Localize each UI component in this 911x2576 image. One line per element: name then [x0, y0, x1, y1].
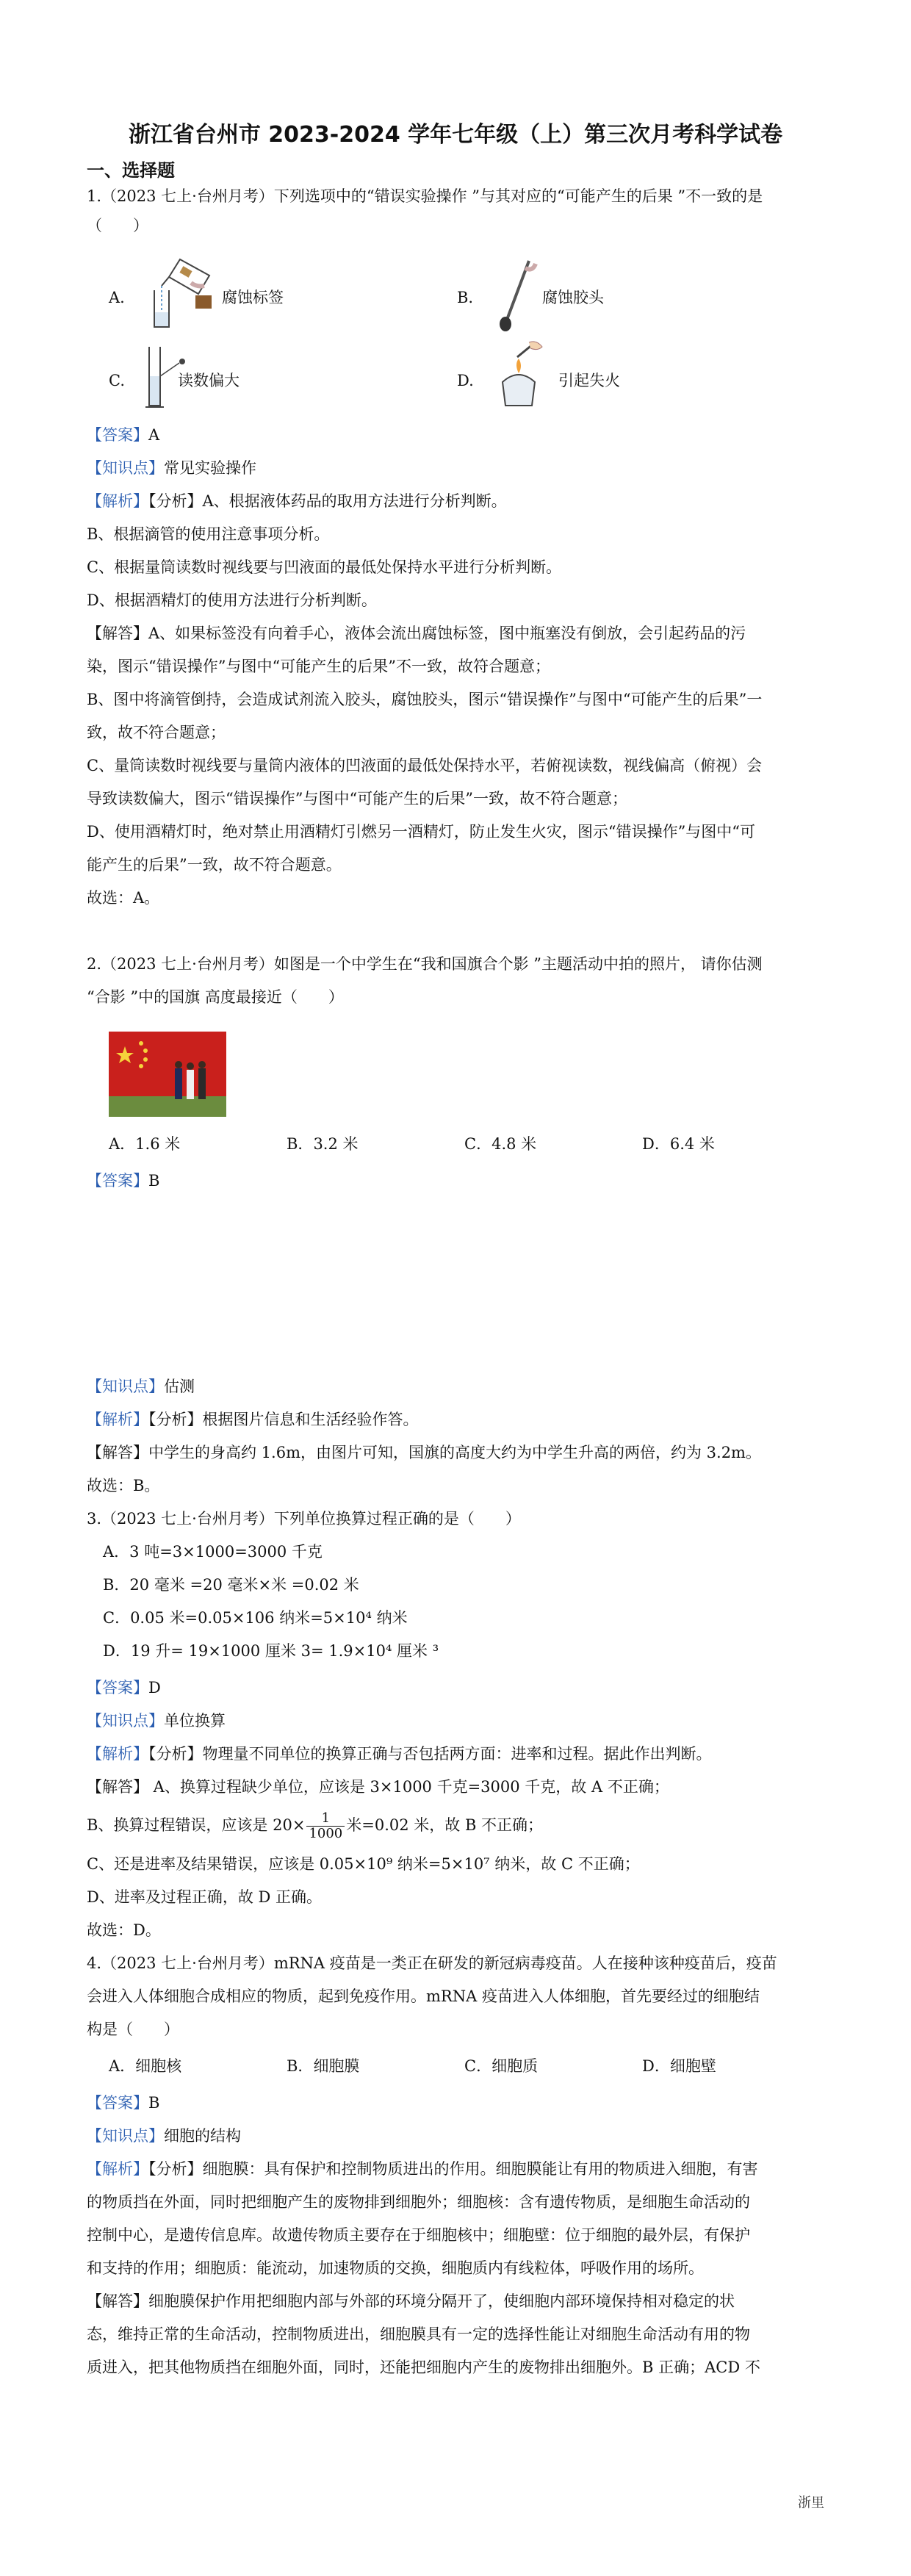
- solution-tag: 【解答】: [87, 1444, 148, 1461]
- q3-option-b: B．20 毫米 =20 毫米×米 =0.02 米: [103, 1576, 359, 1594]
- q1-stem-line2: （ ）: [87, 217, 148, 234]
- q3-stem: 3.（2023 七上·台州月考）下列单位换算过程正确的是（ ）: [87, 1510, 521, 1528]
- q4-option-c-text: 细胞质: [491, 2057, 539, 2075]
- q4-option-b-letter: B．: [287, 2057, 314, 2075]
- q3-answer-value: D: [148, 1679, 161, 1697]
- solution-tag: 【解答】: [87, 625, 148, 642]
- q1-analysis-line: A、根据液体药品的取用方法进行分析判断。: [202, 492, 507, 510]
- q3-kp-text: 单位换算: [164, 1712, 226, 1730]
- q1-option-a-letter: A.: [109, 289, 125, 306]
- q4-solution-line: 质进入，把其他物质挡在细胞外面，同时，还能把细胞内产生的废物排出细胞外。B 正确；ACD 不: [87, 2359, 760, 2376]
- q1-solution-line: C、量筒读数时视线要与量筒内液体的凹液面的最低处保持水平，若俯视读数，视线偏高（俯视）会: [87, 757, 763, 774]
- q2-answer: [87, 1170, 829, 1192]
- q3-solution-b-post: 米=0.02 米，故 B 不正确；: [346, 1816, 544, 1834]
- q1-option-b-letter: B.: [457, 289, 474, 306]
- q4-option-a: [109, 2055, 181, 2077]
- q2-option-b-letter: B．: [287, 1135, 314, 1153]
- q2-option-d-letter: D．: [642, 1135, 670, 1153]
- q4-option-a-letter: A．: [109, 2057, 136, 2075]
- q4-option-b-text: 细胞膜: [313, 2057, 360, 2075]
- q4-analysis: [87, 2158, 829, 2180]
- fraction-denominator: 1000: [309, 1826, 343, 1841]
- q2-option-d-text: 6.4 米: [669, 1135, 715, 1153]
- q2-solution-text: 中学生的身高约 1.6m，由图片可知，国旗的高度大约为中学生升高的两倍，约为 3.2m。: [148, 1444, 761, 1461]
- q2-option-a-letter: A．: [109, 1135, 136, 1153]
- dropper-icon: [485, 253, 544, 334]
- q3-option-a: A．3 吨=3×1000=3000 千克: [103, 1543, 323, 1561]
- reagent-bottle-icon: [192, 292, 215, 310]
- knowledge-tag: 【知识点】: [87, 2127, 164, 2145]
- q1-solution-line: B、图中将滴管倒持，会造成试剂流入胶头，腐蚀胶头，图示“错误操作”与图中“可能产生的后果”一: [87, 691, 763, 708]
- q1-answer-value: A: [148, 426, 160, 444]
- answer-tag: 【答案】: [87, 2094, 148, 2112]
- section-heading: 一、选择题: [87, 160, 175, 181]
- q3-option-d: D．19 升= 19×1000 厘米 3= 1.9×10⁴ 厘米 ³: [103, 1642, 439, 1660]
- analysis-head: 【分析】: [148, 1745, 203, 1763]
- solution-tag: 【解答】: [87, 2292, 148, 2310]
- q4-stem-line2: 会进入人体细胞合成相应的物质，起到免疫作用。mRNA 疫苗进入人体细胞，首先要经过的细胞结: [87, 1987, 760, 2005]
- q1-option-c-letter: C.: [109, 372, 125, 389]
- solution-tag: 【解答】: [87, 1778, 148, 1796]
- q1-kp-text: 常见实验操作: [164, 459, 256, 477]
- q4-option-a-text: 细胞核: [135, 2057, 182, 2075]
- q1-solution-line: D、使用酒精灯时，绝对禁止用酒精灯引燃另一酒精灯，防止发生火灾，图示“错误操作”与图中“可: [87, 823, 756, 841]
- q1-solution: [87, 622, 829, 644]
- q3-conclusion: 故选：D。: [87, 1921, 161, 1939]
- q1-option-d-letter: D.: [457, 372, 474, 389]
- q4-option-d-text: 细胞壁: [669, 2057, 716, 2075]
- q2-conclusion: 故选：B。: [87, 1477, 160, 1494]
- q4-option-d: [642, 2055, 716, 2077]
- analysis-tag: 【解析】: [87, 492, 148, 510]
- analysis-tag: 【解析】: [87, 2160, 148, 2178]
- q2-solution: [87, 1442, 829, 1464]
- q4-kp-text: 细胞的结构: [164, 2127, 241, 2145]
- q1-analysis-line: D、根据酒精灯的使用方法进行分析判断。: [87, 591, 377, 609]
- answer-tag: 【答案】: [87, 1172, 148, 1190]
- q2-option-a-text: 1.6 米: [135, 1135, 181, 1153]
- q1-analysis: [87, 490, 829, 512]
- fraction: [306, 1811, 345, 1841]
- q1-answer: [87, 424, 829, 446]
- q1-solution-line: A、如果标签没有向着手心，液体会流出腐蚀标签，图中瓶塞没有倒放，会引起药品的污: [148, 625, 746, 642]
- answer-tag: 【答案】: [87, 426, 148, 444]
- q2-stem-line2: “合影 ”中的国旗 高度最接近（ ）: [87, 988, 344, 1006]
- q3-solution-b-pre: B、换算过程错误，应该是 20×: [87, 1816, 306, 1834]
- analysis-head: 【分析】: [148, 1411, 203, 1428]
- q2-option-b-text: 3.2 米: [313, 1135, 359, 1153]
- q3-analysis-text: 物理量不同单位的换算正确与否包括两方面：进率和过程。据此作出判断。: [202, 1745, 712, 1763]
- knowledge-tag: 【知识点】: [87, 459, 164, 477]
- q2-stem-line1: 2.（2023 七上·台州月考）如图是一个中学生在“我和国旗合个影 ”主题活动中拍的照片， 请你估测: [87, 955, 763, 973]
- q1-solution-line: 致，故不符合题意；: [87, 724, 226, 741]
- q4-solution-line: 细胞膜保护作用把细胞内部与外部的环境分隔开了，使细胞内部环境保持相对稳定的状: [148, 2292, 735, 2310]
- q4-analysis-line: 的物质挡在外面，同时把细胞产生的废物排到细胞外；细胞核：含有遗传物质，是细胞生命活动的: [87, 2193, 750, 2211]
- knowledge-tag: 【知识点】: [87, 1712, 164, 1730]
- q4-solution: [87, 2290, 829, 2312]
- page-footer: 浙里: [798, 2495, 824, 2511]
- q2-option-c-letter: C．: [464, 1135, 492, 1153]
- q3-solution-b: [87, 1809, 829, 1841]
- q4-answer: [87, 2092, 829, 2114]
- page-title: 浙江省台州市 2023-2024 学年七年级（上）第三次月考科学试卷: [128, 122, 783, 148]
- q4-option-c-letter: C．: [464, 2057, 492, 2075]
- q1-solution-line: 能产生的后果”一致，故不符合题意。: [87, 856, 342, 874]
- q2-answer-value: B: [148, 1172, 160, 1190]
- q4-option-b: [287, 2055, 359, 2077]
- answer-tag: 【答案】: [87, 1679, 148, 1697]
- q4-option-c: [464, 2055, 538, 2077]
- analysis-head: 【分析】: [148, 492, 203, 510]
- q2-option-d: [642, 1133, 715, 1155]
- q2-kp-text: 估测: [164, 1378, 195, 1395]
- q1-knowledge-point: [87, 457, 829, 479]
- q4-stem-line3: 构是（ ）: [87, 2021, 179, 2038]
- q4-knowledge-point: [87, 2125, 829, 2147]
- q3-analysis: [87, 1743, 829, 1765]
- q4-answer-value: B: [148, 2094, 160, 2112]
- q1-analysis-line: B、根据滴管的使用注意事项分析。: [87, 525, 330, 543]
- q3-knowledge-point: [87, 1710, 829, 1732]
- q4-option-d-letter: D．: [642, 2057, 670, 2075]
- q4-analysis-line: 控制中心，是遗传信息库。故遗传物质主要存在于细胞核中；细胞壁：位于细胞的最外层，有保护: [87, 2226, 750, 2244]
- q3-answer: [87, 1677, 829, 1699]
- q1-option-a-text: 腐蚀标签: [222, 289, 284, 306]
- fraction-numerator: 1: [306, 1811, 345, 1827]
- analysis-tag: 【解析】: [87, 1745, 148, 1763]
- q1-option-b-text: 腐蚀胶头: [542, 289, 604, 306]
- q3-solution-c: C、还是进率及结果错误，应该是 0.05×10⁹ 纳米=5×10⁷ 纳米，故 C 不正确；: [87, 1855, 640, 1873]
- q1-analysis-line: C、根据量筒读数时视线要与凹液面的最低处保持水平进行分析判断。: [87, 558, 562, 576]
- q1-solution-line: 故选：A。: [87, 889, 160, 907]
- q4-stem-line1: 4.（2023 七上·台州月考）mRNA 疫苗是一类正在研发的新冠病毒疫苗。人在接种该种疫苗后，疫苗: [87, 1954, 777, 1972]
- flag-photo-image: [109, 1032, 226, 1117]
- q2-option-b: [287, 1133, 359, 1155]
- q1-option-c-text: 读数偏大: [178, 372, 240, 389]
- q2-option-c-text: 4.8 米: [491, 1135, 537, 1153]
- q1-stem-line1: 1.（2023 七上·台州月考）下列选项中的“错误实验操作 ”与其对应的“可能产生的后果 ”不一致的是: [87, 187, 763, 205]
- q2-knowledge-point: [87, 1375, 829, 1397]
- alcohol-lamp-icon: [488, 338, 551, 411]
- q3-solution-d: D、进率及过程正确，故 D 正确。: [87, 1888, 323, 1906]
- q3-solution-a: [87, 1776, 829, 1798]
- q1-solution-line: 染，图示“错误操作”与图中“可能产生的后果”不一致，故符合题意；: [87, 658, 550, 675]
- q1-solution-line: 导致读数偏大，图示“错误操作”与图中“可能产生的后果”一致，故不符合题意；: [87, 790, 627, 807]
- q2-option-a: [109, 1133, 180, 1155]
- flag-photo: [109, 1032, 226, 1117]
- q4-analysis-line: 和支持的作用；细胞质：能流动，加速物质的交换，细胞质内有线粒体，呼吸作用的场所。: [87, 2259, 704, 2277]
- analysis-tag: 【解析】: [87, 1411, 148, 1428]
- q3-option-c: C．0.05 米=0.05×106 纳米=5×10⁴ 纳米: [103, 1609, 408, 1627]
- q2-analysis-text: 根据图片信息和生活经验作答。: [202, 1411, 419, 1428]
- q4-analysis-line: 细胞膜：具有保护和控制物质进出的作用。细胞膜能让有用的物质进入细胞，有害: [202, 2160, 758, 2178]
- knowledge-tag: 【知识点】: [87, 1378, 164, 1395]
- q2-option-c: [464, 1133, 536, 1155]
- q2-analysis: [87, 1408, 829, 1431]
- q3-solution-a-text: A、换算过程缺少单位，应该是 3×1000 千克=3000 千克，故 A 不正确；: [148, 1778, 669, 1796]
- analysis-head: 【分析】: [148, 2160, 203, 2178]
- q4-solution-line: 态，维持正常的生命活动，控制物质进出，细胞膜具有一定的选择性能让对细胞生命活动有用的物: [87, 2325, 750, 2343]
- q1-option-d-text: 引起失火: [558, 372, 620, 389]
